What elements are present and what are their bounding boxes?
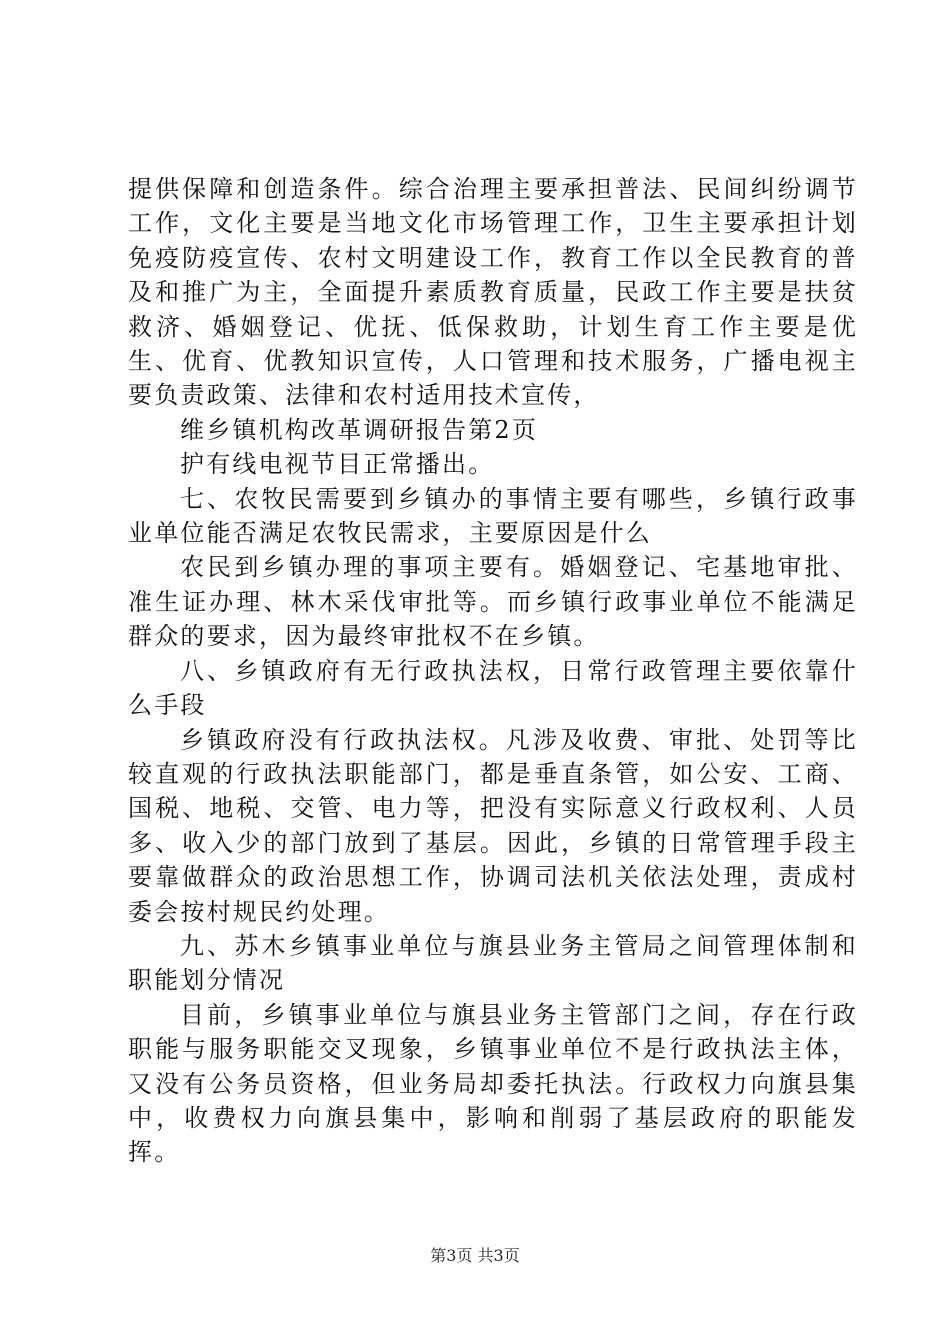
paragraph: 提供保障和创造条件。综合治理主要承担普法、民间纠纷调节工作，文化主要是当地文化市场管理工作，卫生主要承担计划免疫防疫宣传、农村文明建设工作，教育工作以全民教育的普及和推广为主，全面提升素质教育质量，民政工作主要是扶贫救济、婚姻登记、优抚、低保救助，计划生育工作主要是优生、优育、优教知识宣传，人口管理和技术服务，广播电视主要负责政策、法律和农村适用技术宣传， <box>128 175 858 410</box>
paragraph: 乡镇政府没有行政执法权。凡涉及收费、审批、处罚等比较直观的行政执法职能部门，都是垂直条管，如公安、工商、国税、地税、交管、电力等，把没有实际意义行政权利、人员多、收入少的部门放到了基层。因此，乡镇的日常管理手段主要靠做群众的政治思想工作，协调司法机关依法处理，责成村委会按村规民约处理。 <box>128 725 858 926</box>
document-body <box>128 172 858 1170</box>
paragraph: 目前，乡镇事业单位与旗县业务主管部门之间，存在行政职能与服务职能交叉现象，乡镇事业单位不是行政执法主体，又没有公务员资格，但业务局却委托执法。行政权力向旗县集中，收费权力向旗县集中，影响和削弱了基层政府的职能发挥。 <box>128 1000 858 1167</box>
paragraph: 维乡镇机构改革调研报告第2页 <box>180 415 539 444</box>
section-heading-9: 九、苏木乡镇事业单位与旗县业务主管局之间管理体制和职能划分情况 <box>128 931 858 995</box>
paragraph: 农民到乡镇办理的事项主要有。婚姻登记、宅基地审批、准生证办理、林木采伐审批等。而乡镇行政事业单位不能满足群众的要求，因为最终审批权不在乡镇。 <box>128 553 858 651</box>
section-heading-8: 八、乡镇政府有无行政执法权，日常行政管理主要依靠什么手段 <box>128 656 858 720</box>
paragraph: 护有线电视节目正常播出。 <box>180 450 495 479</box>
page-number-footer: 第3页 共3页 <box>430 1246 520 1265</box>
section-heading-7: 七、农牧民需要到乡镇办的事情主要有哪些，乡镇行政事业单位能否满足农牧民需求，主要原因是什么 <box>128 484 858 548</box>
